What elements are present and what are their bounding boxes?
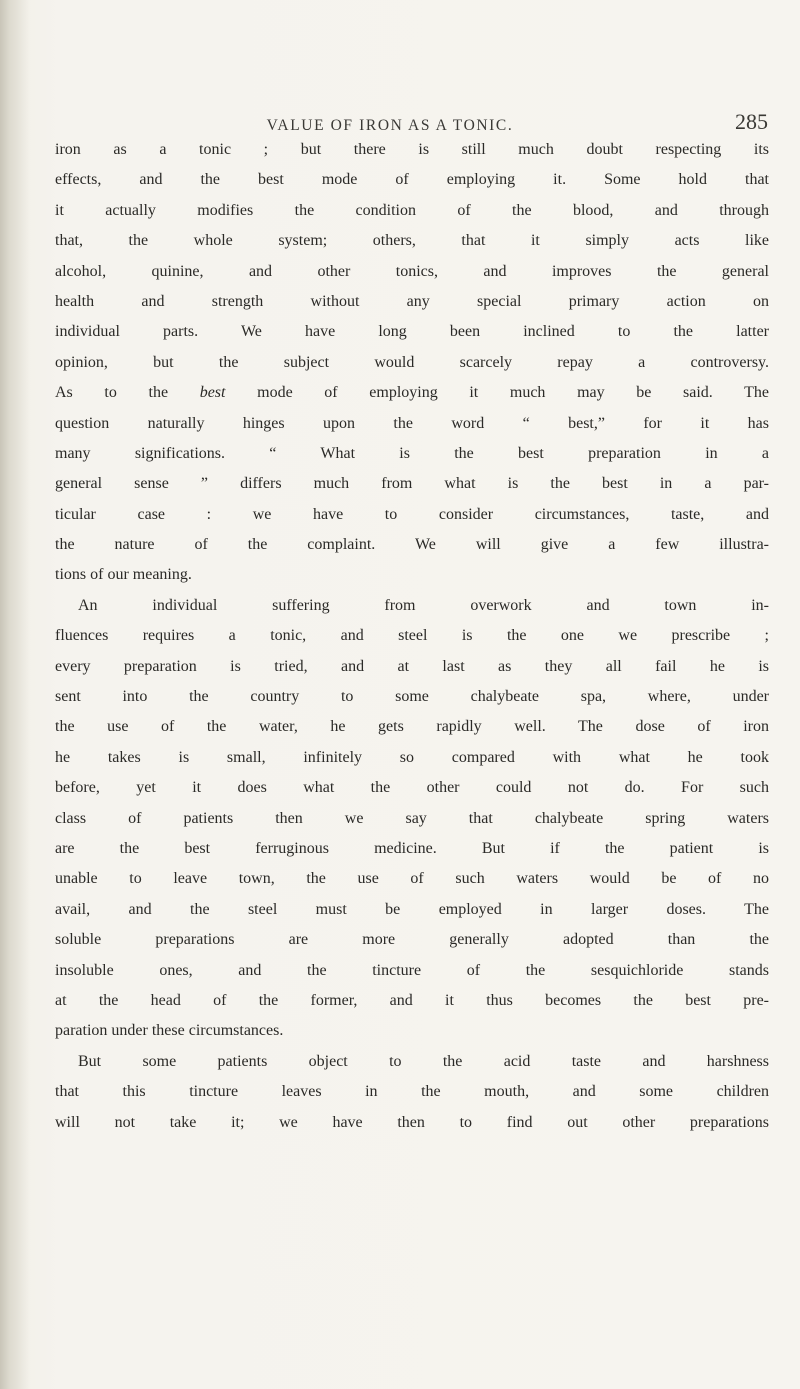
text-line: he takes is small, infinitely so compared with what he took [55,748,769,766]
text-line: tions of our meaning. [55,566,192,584]
text-line: insoluble ones, and the tincture of the sesquichloride stands [55,961,769,979]
page-header [56,103,768,137]
text-line: paration under these circumstances. [55,1022,284,1040]
text-line: class of patients then we say that chalybeate spring waters [55,809,769,827]
text-line: are the best ferruginous medicine. But if the patient is [55,839,769,857]
text-line: that this tincture leaves in the mouth, and some children [55,1083,769,1101]
text-line: But some patients object to the acid taste and harshness [78,1052,769,1070]
text-line: ticular case : we have to consider circumstances, taste, and [55,505,769,523]
text-line: iron as a tonic ; but there is still much doubt respecting its [55,141,769,158]
text-line: many significations. “ What is the best preparation in a [55,444,769,462]
body-text [55,141,769,1144]
text-line: the nature of the complaint. We will give a few illustra- [55,536,769,554]
text-line: individual parts. We have long been inclined to the latter [55,323,769,341]
text-line: general sense ” differs much from what is the best in a par- [55,475,769,493]
text-line: the use of the water, he gets rapidly well. The dose of iron [55,718,769,736]
text-line: sent into the country to some chalybeate spa, where, under [55,688,769,706]
binding-shadow [0,0,30,1389]
italic-word: best [199,384,226,402]
text-fragment: mode of employing it much may be said. The [225,384,769,402]
text-line: unable to leave town, the use of such waters would be of no [55,870,769,888]
text-line: opinion, but the subject would scarcely repay a controversy. [55,353,769,371]
page-number: 285 [735,109,768,134]
text-fragment: As to the [55,384,200,402]
text-line: soluble preparations are more generally adopted than the [55,931,769,949]
text-line: question naturally hinges upon the word “ best,” for it has [55,414,769,432]
running-head: VALUE OF IRON AS A TONIC. [266,117,514,134]
text-line: at the head of the former, and it thus becomes the best pre- [55,991,769,1009]
text-line: fluences requires a tonic, and steel is the one we prescribe ; [55,627,769,645]
text-line: that, the whole system; others, that it simply acts like [55,232,769,250]
text-line-with-italic [55,384,769,414]
text-line: An individual suffering from overwork and town in- [78,596,769,614]
text-line: health and strength without any special primary action on [55,292,769,310]
text-line: alcohol, quinine, and other tonics, and improves the general [55,262,769,280]
text-line: it actually modifies the condition of the blood, and through [55,201,769,219]
text-line: avail, and the steel must be employed in larger doses. The [55,900,769,918]
text-line: before, yet it does what the other could not do. For such [55,779,769,797]
text-line: will not take it; we have then to find out other preparations [55,1113,769,1131]
text-line: effects, and the best mode of employing it. Some hold that [55,171,769,189]
text-line: every preparation is tried, and at last as they all fail he is [55,657,769,675]
